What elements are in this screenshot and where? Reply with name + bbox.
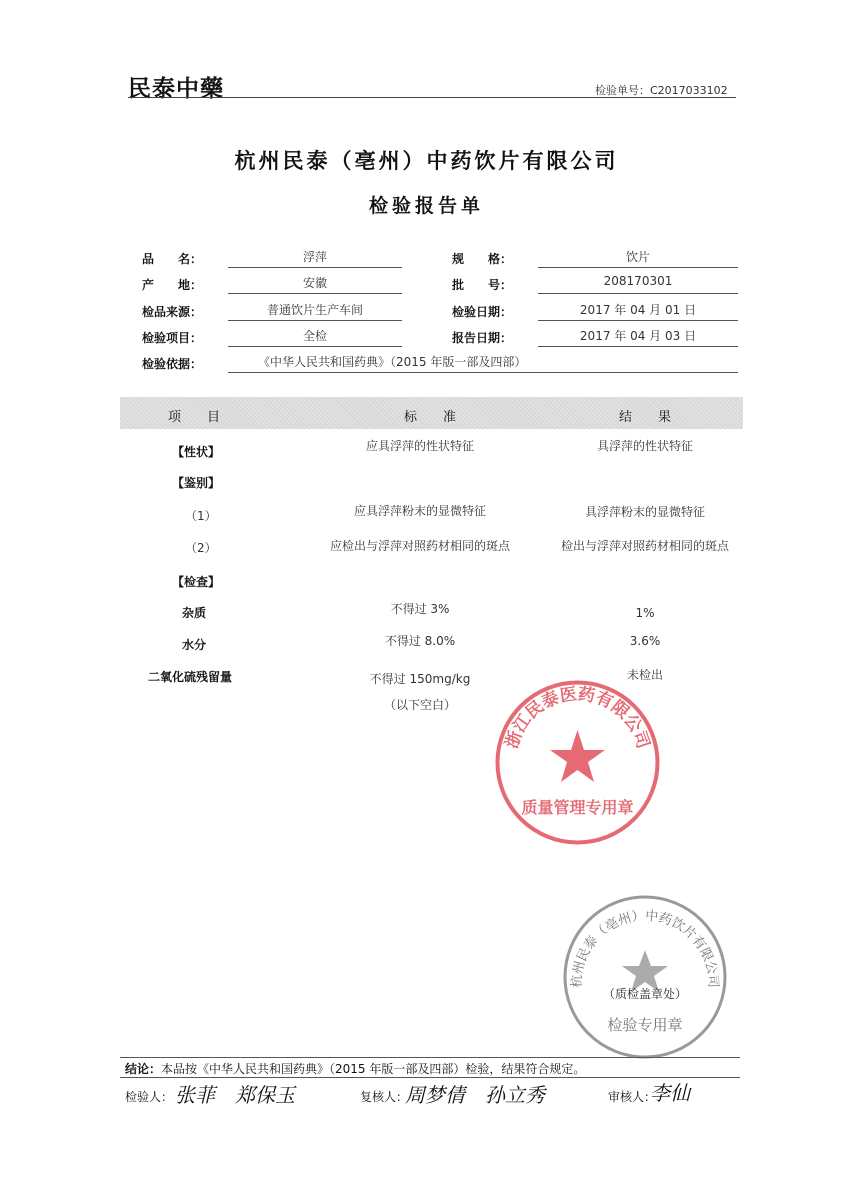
stamp-gray-outer: 杭州民泰（亳州）中药饮片有限公司 xyxy=(569,908,721,989)
underline xyxy=(538,293,738,294)
company-logo: 民泰中藥 xyxy=(128,75,224,102)
label-spec: 规 格： xyxy=(452,252,513,266)
underline xyxy=(228,346,402,347)
conclusion-label: 结论： xyxy=(125,1062,162,1076)
value-origin: 安徽 xyxy=(302,276,327,290)
value-inspect-date: 2017 年 04 月 01 日 xyxy=(579,303,697,317)
table-row-item: （2） xyxy=(185,541,217,555)
underline xyxy=(228,293,402,294)
value-source: 普通饮片生产车间 xyxy=(266,303,363,317)
table-row-standard: 不得过 150mg/kg xyxy=(369,672,471,686)
label-source: 检品来源： xyxy=(142,305,203,319)
value-product-name: 浮萍 xyxy=(302,250,327,264)
reviewer-label: 复核人： xyxy=(360,1090,409,1104)
inspector-signature: 张菲 郑保玉 xyxy=(175,1083,295,1107)
footer-divider xyxy=(120,1057,740,1058)
table-row-item: 【检查】 xyxy=(172,575,221,589)
table-row-item: 【性状】 xyxy=(172,445,221,459)
label-inspect-items: 检验项目： xyxy=(142,331,203,345)
table-row-result: 3.6% xyxy=(629,634,661,648)
conclusion-text: 本品按《中华人民共和国药典》（2015 年版一部及四部）检验，结果符合规定。 xyxy=(161,1062,586,1076)
table-row-standard: 应具浮萍的性状特征 xyxy=(365,439,474,453)
table-row-result: 未检出 xyxy=(626,668,663,682)
label-basis: 检验依据： xyxy=(142,357,203,371)
underline xyxy=(228,267,402,268)
underline xyxy=(538,267,738,268)
table-row-standard: 不得过 3% xyxy=(390,602,450,616)
company-title: 杭州民泰（亳州）中药饮片有限公司 xyxy=(234,148,619,173)
stamp-red-outer: 浙江民泰医药有限公司 xyxy=(501,684,654,752)
value-spec: 饮片 xyxy=(625,250,650,264)
header-standard: 标 准 xyxy=(403,410,456,425)
underline xyxy=(538,320,738,321)
stamp-note: （质检盖章处） xyxy=(602,987,688,1001)
header-result: 结 果 xyxy=(618,410,671,425)
table-row-item: （1） xyxy=(185,509,217,523)
table-row-item: 水分 xyxy=(182,638,207,652)
label-report-date: 报告日期： xyxy=(452,331,513,345)
header-divider xyxy=(128,97,736,98)
report-number: 检验单号：C2017033102 xyxy=(595,84,728,97)
label-batch: 批 号： xyxy=(452,278,513,292)
table-row-item: 【鉴别】 xyxy=(172,476,221,490)
inspection-stamp xyxy=(555,890,735,1065)
table-row-item: 二氧化硫残留量 xyxy=(148,670,233,684)
table-row-result: 检出与浮萍对照药材相同的斑点 xyxy=(560,539,729,553)
table-row-standard: 应检出与浮萍对照药材相同的斑点 xyxy=(329,539,510,553)
value-report-date: 2017 年 04 月 03 日 xyxy=(579,329,697,343)
star-icon xyxy=(550,730,605,782)
value-batch: 208170301 xyxy=(603,274,673,288)
table-row-standard: 应具浮萍粉末的显微特征 xyxy=(353,504,486,518)
stamp-gray-inner: 检验专用章 xyxy=(607,1016,683,1034)
table-row-result: 具浮萍粉末的显微特征 xyxy=(584,505,705,519)
footer-divider xyxy=(120,1077,740,1078)
underline xyxy=(228,320,402,321)
table-row-item: 杂质 xyxy=(182,606,207,620)
approver-label: 审核人： xyxy=(608,1090,657,1104)
value-basis: 《中华人民共和国药典》（2015 年版一部及四部） xyxy=(258,355,527,369)
inspector-label: 检验人： xyxy=(125,1090,174,1104)
conclusion xyxy=(125,1060,585,1077)
header-item: 项 目 xyxy=(168,410,221,425)
table-row-result: 1% xyxy=(635,606,655,620)
reviewer-signature: 周梦倩 孙立秀 xyxy=(405,1083,545,1107)
label-origin: 产 地： xyxy=(142,278,203,292)
star-icon xyxy=(622,950,668,992)
underline xyxy=(228,372,738,373)
approver-signature: 李仙 xyxy=(650,1081,690,1105)
value-inspect-items: 全检 xyxy=(302,329,327,343)
document-title: 检验报告单 xyxy=(368,195,484,217)
stamp-red-inner: 质量管理专用章 xyxy=(521,798,634,817)
table-row-result: 具浮萍的性状特征 xyxy=(596,439,693,453)
table-row-standard: 不得过 8.0% xyxy=(384,634,456,648)
end-note: （以下空白） xyxy=(383,698,456,712)
quality-stamp xyxy=(490,675,665,850)
label-product-name: 品 名： xyxy=(142,252,203,266)
underline xyxy=(538,346,738,347)
label-inspect-date: 检验日期： xyxy=(452,305,513,319)
